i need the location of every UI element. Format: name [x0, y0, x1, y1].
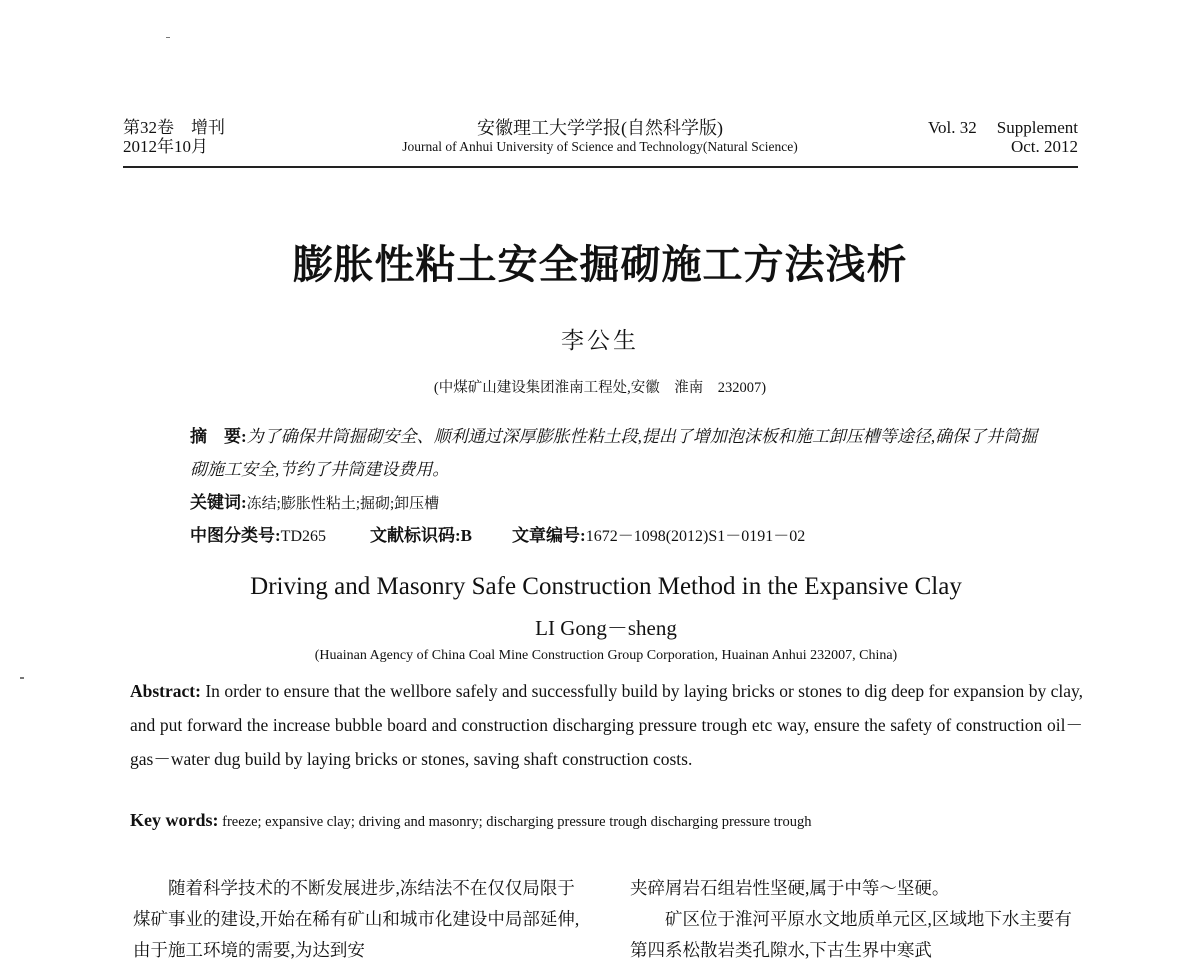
doc-code-value: B: [460, 526, 473, 545]
doc-code-label: 文献标识码:: [370, 526, 461, 545]
volume-en: Vol. 32: [927, 118, 977, 137]
journal-name-cn: 安徽理工大学学报(自然科学版): [477, 118, 723, 138]
keywords-cn: [190, 486, 439, 521]
body-column-right: [630, 873, 1080, 966]
keywords-cn-text: 冻结;膨胀性粘土;掘砌;卸压槽: [246, 496, 440, 512]
header-rule: [123, 166, 1078, 168]
supplement-label: Supplement: [996, 118, 1078, 137]
affiliation-cn: (中煤矿山建设集团淮南工程处,安徽 淮南 232007): [433, 380, 767, 396]
article-number-value: 1672－1098(2012)S1－0191－02: [585, 528, 806, 545]
author-cn: 李公生: [561, 328, 639, 353]
running-header-journal: [340, 118, 860, 156]
keywords-cn-label: 关键词:: [190, 493, 247, 512]
article-number-label: 文章编号:: [512, 526, 586, 545]
abstract-en: [130, 674, 1083, 776]
journal-name-en: Journal of Anhui University of Science and Technology(Natural Science): [402, 139, 798, 154]
abstract-cn-text: 为了确保井筒掘砌安全、顺利通过深厚膨胀性粘土段,提出了增加泡沫板和施工卸压槽等途径,确保了井筒掘砌施工安全,节约了井筒建设费用。: [190, 427, 1038, 479]
author-en: LI Gong－sheng: [535, 616, 677, 640]
abstract-en-text: In order to ensure that the wellbore safely and successfully build by laying bricks or stones to dig deep for expansion by clay, and put forward the increase bubble board and construction discharging pressure trough etc way, ensure the safety of construction oil－gas－water dug build by laying bricks or stones, saving shaft construction costs.: [130, 681, 1083, 769]
abstract-cn-label: 摘 要:: [190, 427, 247, 446]
keywords-en: [130, 808, 812, 834]
body-column-left: [133, 873, 588, 966]
affiliation-en: (Huainan Agency of China Coal Mine Construction Group Corporation, Huainan Anhui 232007, China): [314, 648, 898, 663]
keywords-en-label: Key words:: [130, 810, 219, 830]
abstract-cn: [190, 420, 1040, 486]
keywords-en-text: freeze; expansive clay; driving and masonry; discharging pressure trough discharging pressure trough: [222, 814, 812, 830]
paper-title-en: Driving and Masonry Safe Construction Method in the Expansive Clay: [250, 573, 962, 600]
body-paragraph-continuation: 夹碎屑岩石组岩性坚硬,属于中等～坚硬。: [630, 878, 950, 898]
running-header-right: [928, 118, 1078, 156]
abstract-en-label: Abstract:: [130, 681, 201, 701]
volume-cn: 第32卷 增刊: [123, 118, 225, 137]
clc-label: 中图分类号:: [190, 526, 281, 545]
date-cn: 2012年10月: [123, 137, 208, 156]
body-paragraph: 随着科学技术的不断发展进步,冻结法不在仅仅局限于煤矿事业的建设,开始在稀有矿山和城市化建设中局部延伸,由于施工环境的需要,为达到安: [133, 878, 580, 960]
clc-value: TD265: [280, 528, 326, 545]
scan-speck: [20, 677, 24, 679]
classification-line: [190, 519, 805, 553]
paper-title-cn: 膨胀性粘土安全掘砌施工方法浅析: [292, 242, 908, 287]
running-header-left: [123, 118, 225, 156]
scan-speck: [166, 37, 170, 38]
body-paragraph: 矿区位于淮河平原水文地质单元区,区域地下水主要有第四系松散岩类孔隙水,下古生界中寒武: [630, 909, 1072, 960]
date-en: Oct. 2012: [1010, 137, 1078, 156]
